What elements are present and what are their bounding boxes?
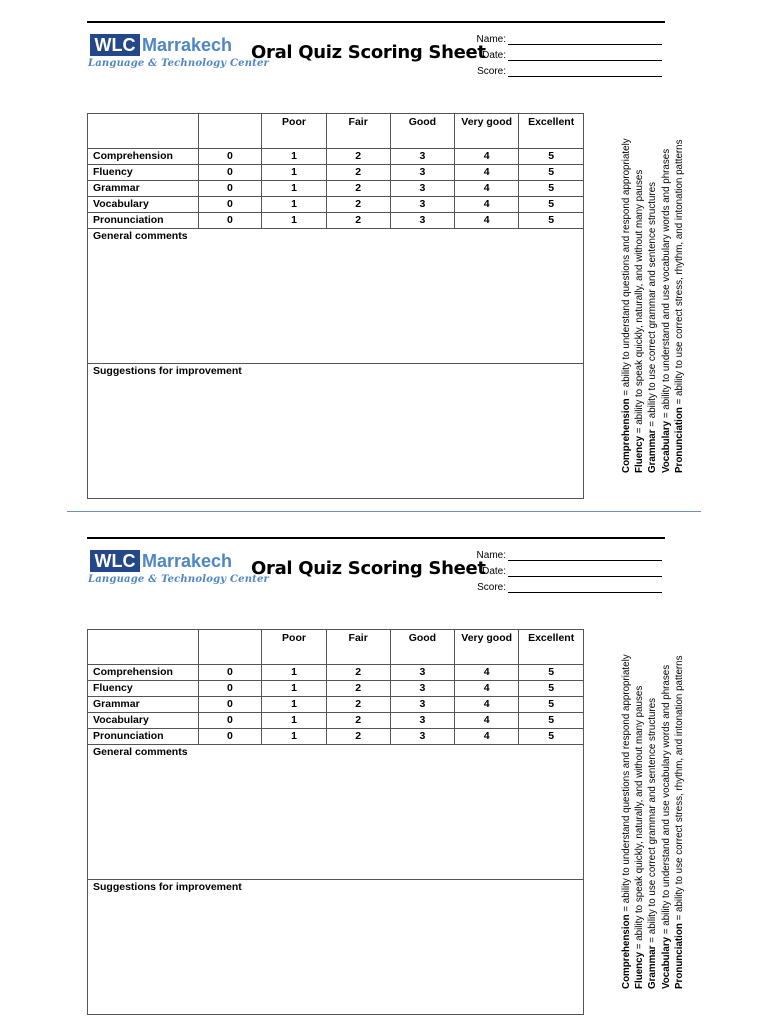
score-cell[interactable]: 4 xyxy=(455,181,519,197)
header-cell: Poor xyxy=(262,630,326,665)
scoring-sheet-1 xyxy=(0,0,768,510)
header-cell: Fair xyxy=(326,114,390,149)
criterion-cell: Comprehension xyxy=(88,665,199,681)
definitions-panel xyxy=(620,128,690,473)
table-header-row xyxy=(88,630,584,665)
logo-brand: WLC xyxy=(90,550,140,572)
score-cell[interactable]: 1 xyxy=(262,681,326,697)
definition-term: Pronunciation xyxy=(673,923,685,989)
definition-term: Comprehension xyxy=(621,398,632,473)
name-line xyxy=(508,560,662,561)
score-cell[interactable]: 5 xyxy=(519,729,584,745)
date-field[interactable] xyxy=(464,50,664,64)
general-comments-box[interactable] xyxy=(88,745,584,880)
score-cell[interactable]: 0 xyxy=(198,181,262,197)
score-cell[interactable]: 0 xyxy=(198,681,262,697)
score-cell[interactable]: 2 xyxy=(326,213,390,229)
general-comments-label: General comments xyxy=(93,230,188,242)
header-cell xyxy=(198,114,262,149)
score-cell[interactable]: 1 xyxy=(262,665,326,681)
score-label: Score: xyxy=(477,582,506,593)
score-cell[interactable]: 4 xyxy=(455,165,519,181)
score-cell[interactable]: 1 xyxy=(262,713,326,729)
criterion-cell: Comprehension xyxy=(88,149,199,165)
score-cell[interactable]: 4 xyxy=(455,149,519,165)
score-cell[interactable]: 5 xyxy=(519,149,584,165)
table-row xyxy=(88,713,584,729)
criterion-cell: Vocabulary xyxy=(88,197,199,213)
score-cell[interactable]: 3 xyxy=(390,681,454,697)
score-cell[interactable]: 3 xyxy=(390,729,454,745)
score-cell[interactable]: 4 xyxy=(455,665,519,681)
logo-tagline: Language & Technology Center xyxy=(88,574,270,585)
criterion-cell: Grammar xyxy=(88,181,199,197)
score-cell[interactable]: 0 xyxy=(198,149,262,165)
criterion-cell: Pronunciation xyxy=(88,213,199,229)
score-cell[interactable]: 1 xyxy=(262,165,326,181)
score-cell[interactable]: 2 xyxy=(326,681,390,697)
logo-city: Marrakech xyxy=(142,35,233,55)
table-row xyxy=(88,697,584,713)
score-cell[interactable]: 2 xyxy=(326,713,390,729)
scoring-table xyxy=(87,629,584,1015)
definition-text: = ability to understand and use vocabulary words and phrases xyxy=(660,148,672,421)
criterion-cell: Fluency xyxy=(88,681,199,697)
header-cell: Good xyxy=(390,630,454,665)
general-comments-box[interactable] xyxy=(88,229,584,364)
score-cell[interactable]: 2 xyxy=(326,149,390,165)
score-cell[interactable]: 3 xyxy=(390,213,454,229)
definition-line xyxy=(660,644,673,989)
score-cell[interactable]: 5 xyxy=(519,213,584,229)
definition-text: = ability to understand questions and respond appropriately xyxy=(621,654,632,915)
header-cell: Fair xyxy=(326,630,390,665)
name-label: Name: xyxy=(476,550,506,561)
score-label: Score: xyxy=(477,66,506,77)
definition-line xyxy=(660,128,673,473)
definition-line xyxy=(633,644,646,989)
suggestions-row xyxy=(88,364,584,499)
score-cell[interactable]: 0 xyxy=(198,729,262,745)
score-cell[interactable]: 2 xyxy=(326,729,390,745)
score-cell[interactable]: 5 xyxy=(519,197,584,213)
score-cell[interactable]: 5 xyxy=(519,181,584,197)
general-comments-label: General comments xyxy=(93,746,188,758)
score-cell[interactable]: 0 xyxy=(198,213,262,229)
score-cell[interactable]: 4 xyxy=(455,681,519,697)
score-cell[interactable]: 3 xyxy=(390,665,454,681)
header-cell: Excellent xyxy=(519,630,584,665)
score-cell[interactable]: 2 xyxy=(326,165,390,181)
definition-line xyxy=(620,644,633,989)
definition-text: = ability to use correct grammar and sentence structures xyxy=(647,697,659,946)
suggestions-row xyxy=(88,880,584,1015)
score-cell[interactable]: 1 xyxy=(262,213,326,229)
score-cell[interactable]: 4 xyxy=(455,197,519,213)
sheet-title: Oral Quiz Scoring Sheet xyxy=(251,42,486,63)
score-cell[interactable]: 4 xyxy=(455,713,519,729)
name-label: Name: xyxy=(476,34,506,45)
score-cell[interactable]: 2 xyxy=(326,181,390,197)
table-row xyxy=(88,149,584,165)
score-cell[interactable]: 1 xyxy=(262,729,326,745)
criterion-cell: Pronunciation xyxy=(88,729,199,745)
date-label: Date: xyxy=(482,566,506,577)
score-line xyxy=(508,592,662,593)
logo-tagline: Language & Technology Center xyxy=(88,58,270,69)
definition-text: = ability to use correct grammar and sentence structures xyxy=(647,181,659,430)
definition-line xyxy=(673,128,686,473)
date-line xyxy=(508,576,662,577)
score-cell[interactable]: 1 xyxy=(262,197,326,213)
definition-line xyxy=(633,128,646,473)
score-cell[interactable]: 0 xyxy=(198,665,262,681)
suggestions-label: Suggestions for improvement xyxy=(93,881,242,893)
score-cell[interactable]: 3 xyxy=(390,181,454,197)
score-cell[interactable]: 2 xyxy=(326,665,390,681)
wlc-logo xyxy=(88,34,270,74)
score-cell[interactable]: 4 xyxy=(455,213,519,229)
definition-term: Pronunciation xyxy=(673,407,685,473)
score-cell[interactable]: 5 xyxy=(519,713,584,729)
top-rule xyxy=(87,537,665,539)
score-field[interactable] xyxy=(464,66,664,80)
name-field[interactable] xyxy=(464,550,664,564)
score-cell[interactable]: 0 xyxy=(198,713,262,729)
logo-brand: WLC xyxy=(90,34,140,56)
score-cell[interactable]: 5 xyxy=(519,165,584,181)
date-line xyxy=(508,60,662,61)
table-row xyxy=(88,681,584,697)
header-cell: Very good xyxy=(455,114,519,149)
score-cell[interactable]: 5 xyxy=(519,681,584,697)
score-cell[interactable]: 3 xyxy=(390,165,454,181)
suggestions-box[interactable] xyxy=(88,880,584,1015)
suggestions-label: Suggestions for improvement xyxy=(93,365,242,377)
scoring-sheet-2 xyxy=(0,516,768,1026)
score-cell[interactable]: 1 xyxy=(262,697,326,713)
wlc-logo xyxy=(88,550,270,590)
criterion-cell: Vocabulary xyxy=(88,713,199,729)
definition-text: = ability to use correct stress, rhythm, and intonation patterns xyxy=(673,655,685,924)
score-line xyxy=(508,76,662,77)
score-cell[interactable]: 4 xyxy=(455,697,519,713)
score-cell[interactable]: 3 xyxy=(390,697,454,713)
header-cell: Poor xyxy=(262,114,326,149)
date-label: Date: xyxy=(482,50,506,61)
definition-term: Vocabulary xyxy=(660,420,672,473)
score-cell[interactable]: 4 xyxy=(455,729,519,745)
general-comments-row xyxy=(88,745,584,880)
score-field[interactable] xyxy=(464,582,664,596)
table-row xyxy=(88,213,584,229)
score-cell[interactable]: 0 xyxy=(198,197,262,213)
header-cell: Very good xyxy=(455,630,519,665)
table-row xyxy=(88,197,584,213)
definition-text: = ability to speak quickly, naturally, and without many pauses xyxy=(634,685,646,952)
score-cell[interactable]: 3 xyxy=(390,713,454,729)
definitions-panel xyxy=(620,644,690,989)
date-field[interactable] xyxy=(464,566,664,580)
definition-term: Fluency xyxy=(634,435,646,473)
score-cell[interactable]: 3 xyxy=(390,149,454,165)
table-row xyxy=(88,665,584,681)
definition-line xyxy=(620,128,633,473)
definition-term: Grammar xyxy=(647,429,659,473)
score-cell[interactable]: 5 xyxy=(519,697,584,713)
definition-term: Grammar xyxy=(647,945,659,989)
header-cell: Excellent xyxy=(519,114,584,149)
score-cell[interactable]: 5 xyxy=(519,665,584,681)
top-rule xyxy=(87,21,665,23)
definition-text: = ability to understand questions and respond appropriately xyxy=(621,138,632,399)
score-cell[interactable]: 0 xyxy=(198,697,262,713)
criterion-cell: Fluency xyxy=(88,165,199,181)
definition-line xyxy=(673,644,686,989)
suggestions-box[interactable] xyxy=(88,364,584,499)
definition-line xyxy=(646,128,659,473)
score-cell[interactable]: 2 xyxy=(326,697,390,713)
table-row xyxy=(88,729,584,745)
scoring-table xyxy=(87,113,584,499)
general-comments-row xyxy=(88,229,584,364)
criterion-cell: Grammar xyxy=(88,697,199,713)
definition-text: = ability to speak quickly, naturally, and without many pauses xyxy=(634,169,646,436)
table-header-row xyxy=(88,114,584,149)
score-cell[interactable]: 1 xyxy=(262,149,326,165)
score-cell[interactable]: 0 xyxy=(198,165,262,181)
name-line xyxy=(508,44,662,45)
definition-term: Comprehension xyxy=(621,914,632,989)
table-row xyxy=(88,165,584,181)
header-cell xyxy=(88,630,199,665)
definition-line xyxy=(646,644,659,989)
definition-term: Fluency xyxy=(634,951,646,989)
table-row xyxy=(88,181,584,197)
definition-text: = ability to use correct stress, rhythm, and intonation patterns xyxy=(673,139,685,408)
cut-line xyxy=(67,511,701,512)
score-cell[interactable]: 2 xyxy=(326,197,390,213)
score-cell[interactable]: 1 xyxy=(262,181,326,197)
header-cell xyxy=(88,114,199,149)
header-cell: Good xyxy=(390,114,454,149)
definition-text: = ability to understand and use vocabulary words and phrases xyxy=(660,664,672,937)
logo-city: Marrakech xyxy=(142,551,233,571)
definition-term: Vocabulary xyxy=(660,936,672,989)
name-field[interactable] xyxy=(464,34,664,48)
header-cell xyxy=(198,630,262,665)
sheet-title: Oral Quiz Scoring Sheet xyxy=(251,558,486,579)
score-cell[interactable]: 3 xyxy=(390,197,454,213)
